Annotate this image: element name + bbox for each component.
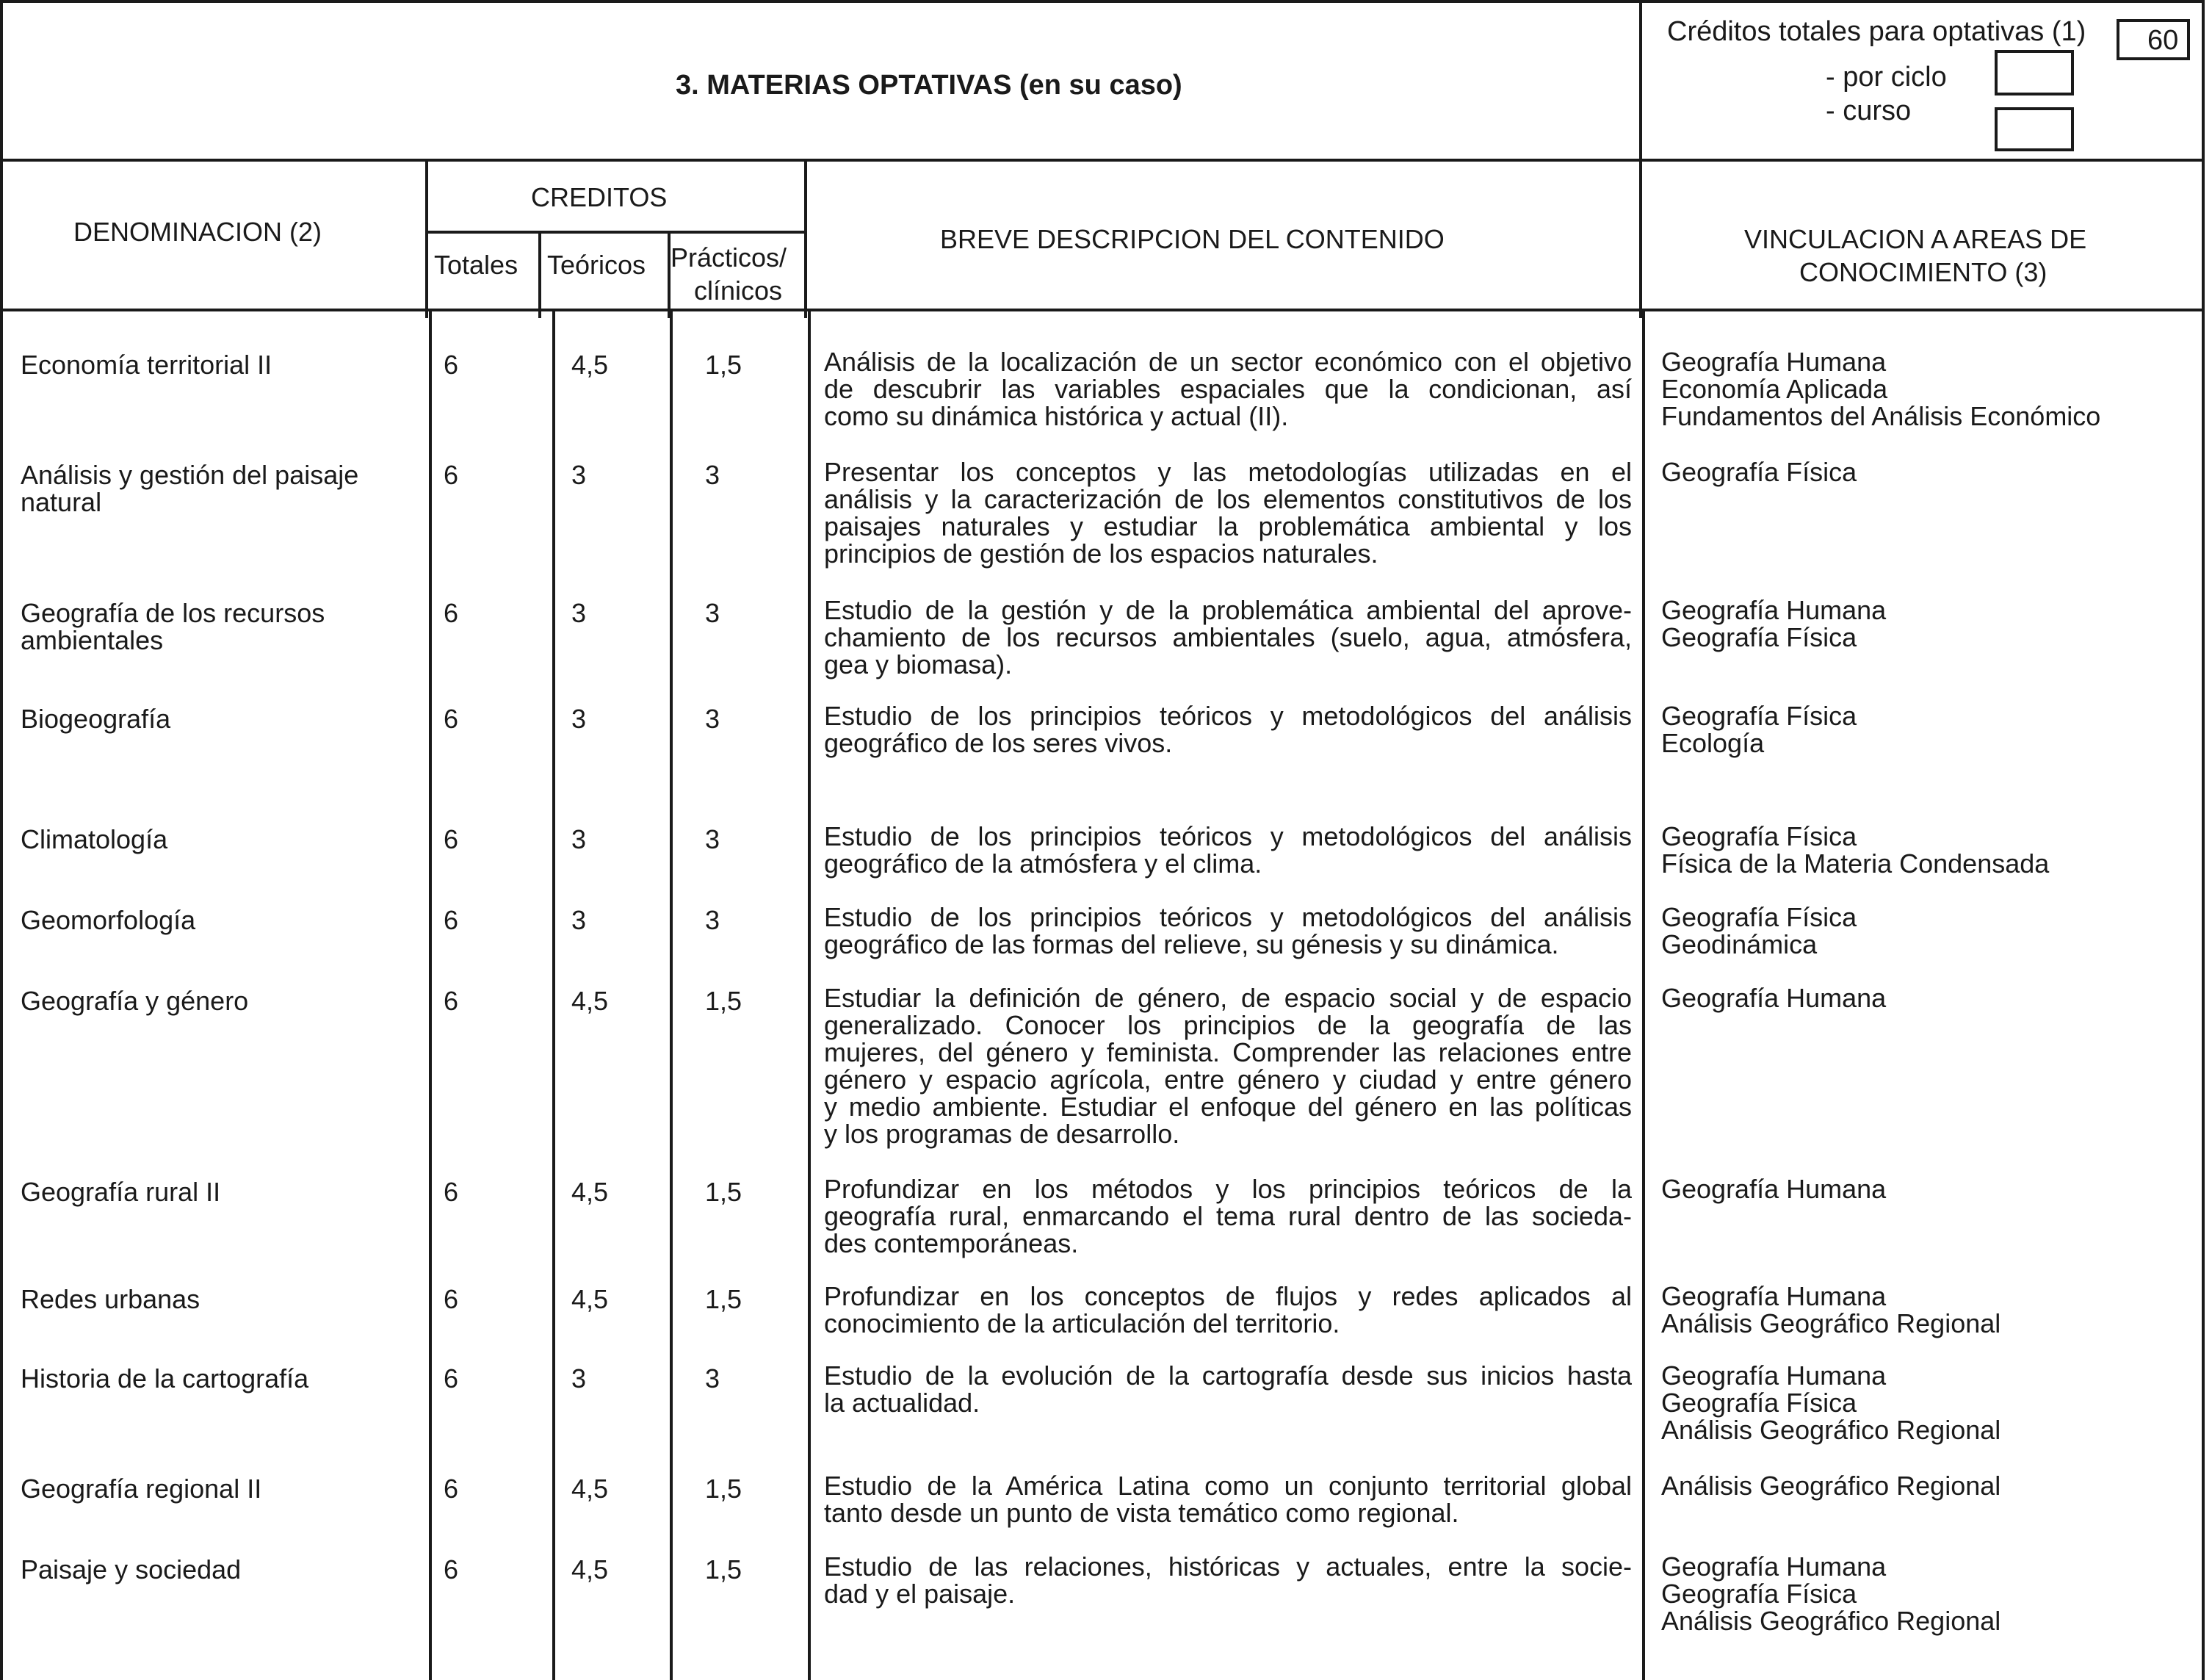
course-name: [21, 906, 195, 934]
course-name: [21, 1286, 200, 1313]
course-name-line: Geografía rural II: [21, 1177, 221, 1207]
col-divider-creditos: [804, 159, 807, 318]
course-description: [824, 596, 1632, 678]
knowledge-areas: [1661, 823, 2049, 877]
description-line: Estudiar la definición de género, de espacio social y de espacio: [824, 983, 1632, 1013]
course-name: [21, 1556, 241, 1583]
description-line: Estudio de la evolución de la cartografía desde sus inicios hasta: [824, 1360, 1632, 1391]
table-right-border: [2202, 0, 2205, 309]
course-name: [21, 1365, 308, 1392]
knowledge-areas: [1661, 1175, 1886, 1203]
credits-totales: 6: [444, 1554, 459, 1585]
description-line: la actualidad.: [824, 1388, 980, 1418]
course-description: [824, 904, 1632, 958]
knowledge-area: Geografía Física: [1661, 701, 1857, 731]
header-totales: Totales: [434, 250, 518, 280]
credits-practicos: 3: [705, 1363, 720, 1394]
credits-teoricos: 3: [571, 1363, 587, 1394]
knowledge-areas: [1661, 348, 2100, 430]
course-name-line: Paisaje y sociedad: [21, 1554, 242, 1585]
description-line: tanto desde un punto de vista temático como regional.: [824, 1498, 1459, 1528]
knowledge-areas: [1661, 1362, 2000, 1443]
knowledge-area: Geografía Humana: [1661, 595, 1887, 625]
knowledge-areas: [1661, 904, 1857, 958]
credits-practicos: 3: [705, 460, 720, 490]
description-line: Profundizar en los conceptos de flujos y redes aplicados al: [824, 1281, 1632, 1311]
knowledge-areas: [1661, 984, 1886, 1012]
table-top-border: [0, 0, 2205, 3]
description-line: de descubrir las variables espaciales que la condicionan, así: [824, 374, 1632, 404]
table-left-border: [0, 0, 3, 1680]
knowledge-area: Análisis Geográfico Regional: [1661, 1606, 2001, 1636]
knowledge-area: Geodinámica: [1661, 929, 1818, 959]
course-name: [21, 599, 325, 654]
course-description: [824, 1283, 1632, 1337]
description-line: Estudio de los principios teóricos y metodológicos del análisis: [824, 902, 1632, 932]
course-name-line: Geografía regional II: [21, 1474, 262, 1504]
knowledge-area: Geografía Física: [1661, 622, 1857, 652]
description-line: Estudio de los principios teóricos y metodológicos del análisis: [824, 821, 1632, 851]
credits-practicos: 1,5: [705, 1284, 742, 1314]
knowledge-area: Geografía Física: [1661, 821, 1857, 851]
credits-practicos: 1,5: [705, 986, 742, 1016]
credits-teoricos: 4,5: [571, 986, 609, 1016]
header-denominacion: DENOMINACION (2): [73, 217, 322, 247]
course-name-line: Geomorfología: [21, 905, 196, 935]
knowledge-area: Análisis Geográfico Regional: [1661, 1415, 2001, 1445]
course-name-line: Geografía y género: [21, 986, 249, 1016]
credits-teoricos: 4,5: [571, 1474, 609, 1504]
course-description: [824, 348, 1632, 430]
curso-box: [1995, 107, 2074, 151]
credits-totales: 6: [444, 1284, 459, 1314]
body-divider-practicos: [808, 309, 811, 1680]
knowledge-area: Geografía Humana: [1661, 1551, 1887, 1582]
credits-practicos: 1,5: [705, 350, 742, 380]
knowledge-area: Análisis Geográfico Regional: [1661, 1308, 2001, 1338]
description-line: chamiento de los recursos ambientales (suelo, agua, atmósfera,: [824, 622, 1632, 652]
course-name-line: Climatología: [21, 824, 168, 854]
knowledge-area: Geografía Física: [1661, 1579, 1857, 1609]
course-name-line: Análisis y gestión del paisaje: [21, 460, 359, 490]
body-right-border: [2202, 309, 2205, 1680]
description-line: Profundizar en los métodos y los principios teóricos de la: [824, 1174, 1632, 1204]
creditos-subheader-rule: [425, 231, 807, 234]
course-name: [21, 705, 170, 732]
description-line: Estudio de la América Latina como un conjunto territorial global: [824, 1471, 1632, 1501]
credits-totales: 6: [444, 1177, 459, 1207]
credits-totales: 6: [444, 1363, 459, 1394]
knowledge-areas: [1661, 596, 1886, 651]
credits-practicos: 3: [705, 905, 720, 935]
course-name-line: ambientales: [21, 625, 164, 655]
body-divider-denominacion: [429, 309, 432, 1680]
credits-teoricos: 4,5: [571, 1554, 609, 1585]
credits-practicos: 1,5: [705, 1177, 742, 1207]
description-line: geográfico de la atmósfera y el clima.: [824, 848, 1262, 879]
description-line: Presentar los conceptos y las metodologías utilizadas en el: [824, 457, 1632, 487]
description-line: conocimiento de la articulación del territorio.: [824, 1308, 1340, 1338]
credits-teoricos: 4,5: [571, 350, 609, 380]
course-description: [824, 1472, 1632, 1526]
course-name: [21, 351, 272, 378]
knowledge-area: Geografía Humana: [1661, 1360, 1887, 1391]
knowledge-area: Economía Aplicada: [1661, 374, 1888, 404]
course-name: [21, 461, 358, 516]
knowledge-areas: [1661, 458, 1857, 486]
header-clinicos: clínicos: [694, 275, 783, 306]
credits-teoricos: 4,5: [571, 1177, 609, 1207]
description-line: mujeres, del género y feminista. Comprender las relaciones entre: [824, 1037, 1632, 1067]
description-line: generalizado. Conocer los principios de la geografía de las: [824, 1010, 1632, 1040]
credits-totales: 6: [444, 986, 459, 1016]
credits-teoricos: 3: [571, 824, 587, 854]
credits-practicos: 3: [705, 704, 720, 734]
knowledge-area: Física de la Materia Condensada: [1661, 848, 2050, 879]
description-line: des contemporáneas.: [824, 1228, 1079, 1258]
description-line: dad y el paisaje.: [824, 1579, 1016, 1609]
description-line: principios de gestión de los espacios naturales.: [824, 538, 1378, 569]
course-description: [824, 1553, 1632, 1607]
title-divider: [1639, 0, 1642, 159]
description-line: y los programas de desarrollo.: [824, 1119, 1180, 1149]
course-name-line: Historia de la cartografía: [21, 1363, 309, 1394]
credits-teoricos: 3: [571, 905, 587, 935]
credits-totales: 6: [444, 460, 459, 490]
col-divider-denominacion: [425, 159, 428, 318]
course-description: [824, 1175, 1632, 1257]
por-ciclo-label: - por ciclo: [1826, 62, 1947, 93]
knowledge-area: Geografía Física: [1661, 457, 1857, 487]
body-divider-teoricos: [670, 309, 673, 1680]
knowledge-area: Geografía Humana: [1661, 983, 1887, 1013]
description-line: Estudio de la gestión y de la problemática ambiental del aprove-: [824, 595, 1632, 625]
knowledge-area: Fundamentos del Análisis Económico: [1661, 401, 2101, 431]
col-divider-totales: [538, 231, 541, 318]
section-title: 3. MATERIAS OPTATIVAS (en su caso): [676, 70, 1182, 101]
credits-totales: 6: [444, 598, 459, 628]
description-line: Estudio de los principios teóricos y metodológicos del análisis: [824, 701, 1632, 731]
credits-teoricos: 3: [571, 460, 587, 490]
knowledge-areas: [1661, 1472, 2000, 1499]
creditos-totales-label: Créditos totales para optativas (1): [1667, 16, 2086, 47]
knowledge-area: Geografía Humana: [1661, 1281, 1887, 1311]
course-name: [21, 1475, 261, 1502]
credits-practicos: 3: [705, 598, 720, 628]
description-line: geográfico de las formas del relieve, su génesis y su dinámica.: [824, 929, 1559, 959]
course-name: [21, 987, 248, 1014]
header-bottom-rule: [0, 309, 2205, 311]
course-name-line: Economía territorial II: [21, 350, 272, 380]
credits-totales: 6: [444, 350, 459, 380]
course-description: [824, 1362, 1632, 1416]
header-descripcion: BREVE DESCRIPCION DEL CONTENIDO: [940, 224, 1445, 254]
header-vinculacion-line2: CONOCIMIENTO (3): [1799, 257, 2047, 287]
header-creditos: CREDITOS: [531, 182, 668, 212]
knowledge-areas: [1661, 1283, 2000, 1337]
course-description: [824, 984, 1632, 1147]
creditos-totales-value: 60: [2147, 25, 2179, 56]
title-bottom-rule: [0, 159, 2205, 162]
description-line: Análisis de la localización de un sector económico con el objetivo: [824, 347, 1632, 377]
course-name-line: Biogeografía: [21, 704, 171, 734]
description-line: género y espacio agrícola, entre género y ciudad y entre género: [824, 1064, 1632, 1095]
curso-label: - curso: [1826, 95, 1912, 126]
body-divider-descripcion: [1642, 309, 1645, 1680]
credits-totales: 6: [444, 824, 459, 854]
credits-teoricos: 4,5: [571, 1284, 609, 1314]
credits-totales: 6: [444, 704, 459, 734]
course-name-line: Geografía de los recursos: [21, 598, 325, 628]
col-divider-descripcion: [1639, 159, 1642, 318]
course-name: [21, 1178, 220, 1205]
knowledge-area: Ecología: [1661, 728, 1765, 758]
knowledge-areas: [1661, 1553, 2000, 1634]
description-line: geográfico de los seres vivos.: [824, 728, 1173, 758]
knowledge-areas: [1661, 702, 1857, 757]
course-description: [824, 823, 1632, 877]
header-teoricos: Teóricos: [547, 250, 646, 280]
description-line: gea y biomasa).: [824, 649, 1013, 679]
description-line: Estudio de las relaciones, históricas y actuales, entre la socie-: [824, 1551, 1632, 1582]
credits-teoricos: 3: [571, 598, 587, 628]
course-name-line: Redes urbanas: [21, 1284, 200, 1314]
knowledge-area: Geografía Física: [1661, 902, 1857, 932]
credits-totales: 6: [444, 905, 459, 935]
knowledge-area: Geografía Humana: [1661, 1174, 1887, 1204]
knowledge-area: Geografía Humana: [1661, 347, 1887, 377]
description-line: paisajes naturales y estudiar la problemática ambiental y los: [824, 511, 1632, 541]
header-vinculacion-line1: VINCULACION A AREAS DE: [1744, 224, 2087, 254]
course-description: [824, 458, 1632, 567]
course-description: [824, 702, 1632, 757]
description-line: análisis y la caracterización de los elementos constitutivos de los: [824, 484, 1632, 514]
knowledge-area: Geografía Física: [1661, 1388, 1857, 1418]
body-divider-totales: [552, 309, 555, 1680]
course-name-line: natural: [21, 487, 102, 517]
credits-practicos: 3: [705, 824, 720, 854]
description-line: geografía rural, enmarcando el tema rural dentro de las socieda-: [824, 1201, 1632, 1231]
description-line: y medio ambiente. Estudiar el enfoque del género en las políticas: [824, 1092, 1632, 1122]
knowledge-area: Análisis Geográfico Regional: [1661, 1471, 2001, 1501]
credits-practicos: 1,5: [705, 1474, 742, 1504]
header-practicos: Prácticos/: [671, 242, 787, 273]
description-line: como su dinámica histórica y actual (II).: [824, 401, 1289, 431]
por-ciclo-box: [1995, 50, 2074, 95]
credits-totales: 6: [444, 1474, 459, 1504]
course-name: [21, 826, 167, 853]
credits-teoricos: 3: [571, 704, 587, 734]
credits-practicos: 1,5: [705, 1554, 742, 1585]
